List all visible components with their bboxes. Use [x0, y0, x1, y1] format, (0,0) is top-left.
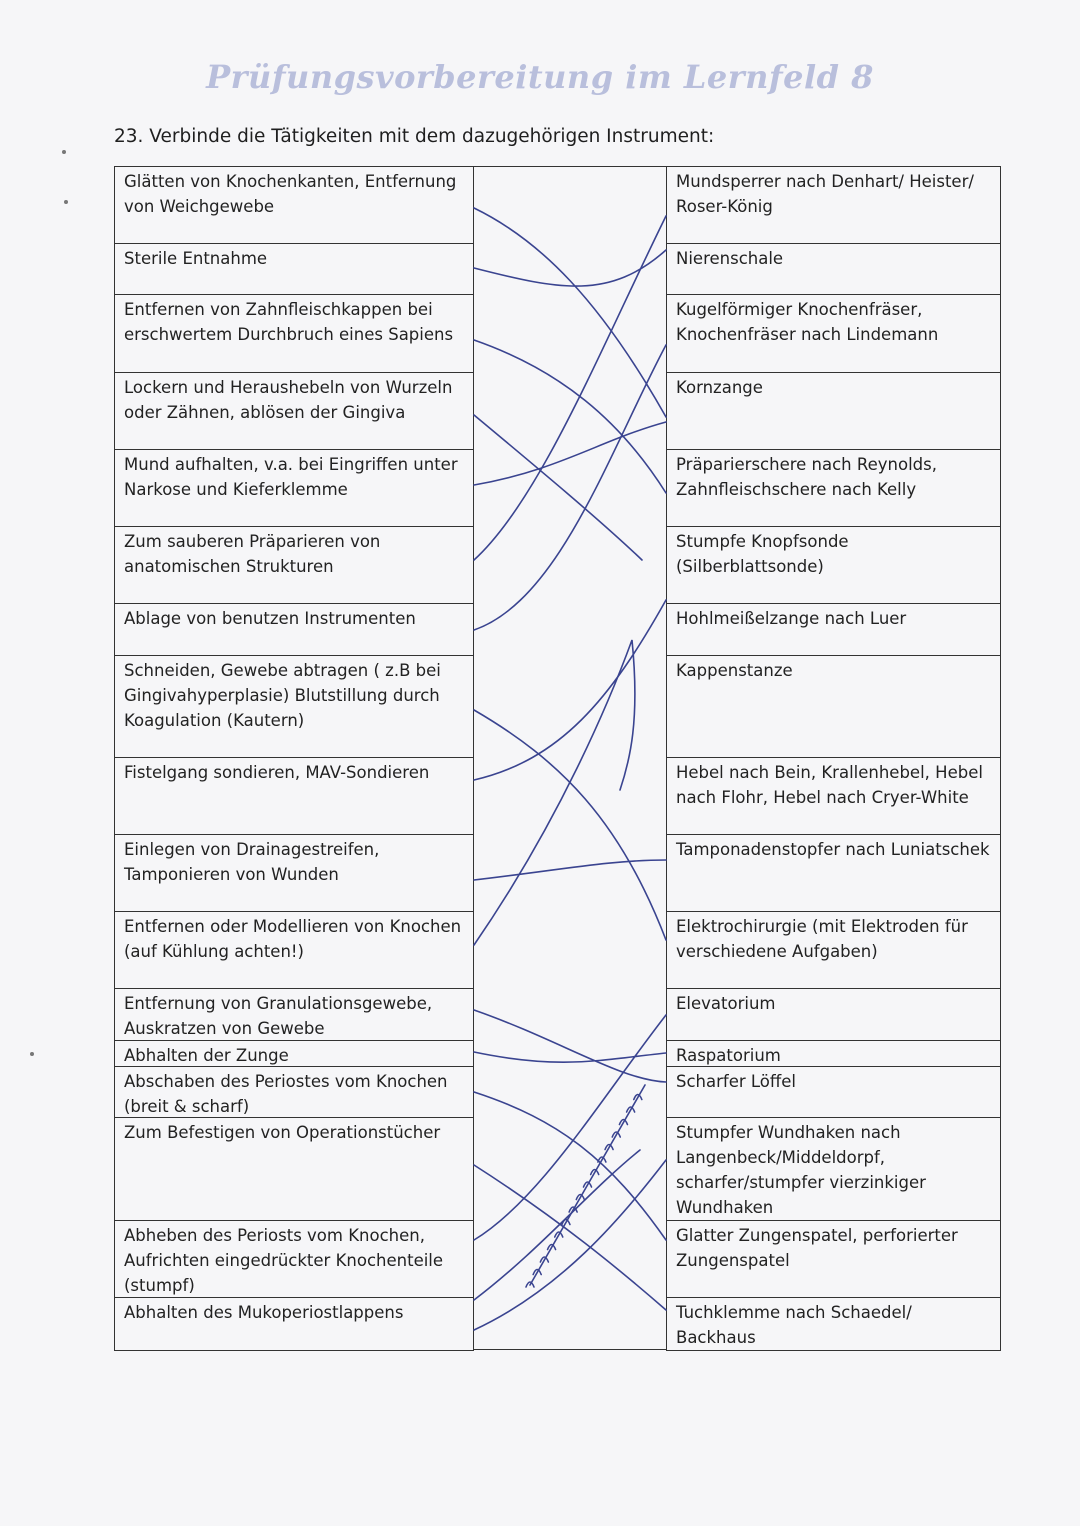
instrument-cell: Raspatorium [666, 1040, 1001, 1067]
instrument-cell: Elevatorium [666, 988, 1001, 1041]
instrument-cell: Glatter Zungenspatel, perforierter Zungenspatel [666, 1220, 1001, 1298]
instrument-cell: Mundsperrer nach Denhart/ Heister/ Roser-König [666, 166, 1001, 244]
instrument-cell: Hebel nach Bein, Krallenhebel, Hebel nach Flohr, Hebel nach Cryer-White [666, 757, 1001, 835]
activity-cell: Schneiden, Gewebe abtragen ( z.B bei Gingivahyperplasie) Blutstillung durch Koagulation (Kautern) [114, 655, 474, 758]
connection-line [474, 600, 666, 780]
activity-cell: Einlegen von Drainagestreifen, Tamponieren von Wunden [114, 834, 474, 912]
connection-line [474, 415, 642, 560]
activity-cell: Abheben des Periosts vom Knochen, Aufrichten eingedrückter Knochenteile (stumpf) [114, 1220, 474, 1298]
instrument-cell: Kugelförmiger Knochenfräser, Knochenfräser nach Lindemann [666, 294, 1001, 373]
instrument-cell: Nierenschale [666, 243, 1001, 295]
activity-cell: Zum sauberen Präparieren von anatomischen Strukturen [114, 526, 474, 604]
activity-cell: Mund aufhalten, v.a. bei Eingriffen unter Narkose und Kieferklemme [114, 449, 474, 527]
activity-cell: Abschaben des Periostes vom Knochen (breit & scharf) [114, 1066, 474, 1118]
activity-cell: Lockern und Heraushebeln von Wurzeln oder Zähnen, ablösen der Gingiva [114, 372, 474, 450]
activity-cell: Sterile Entnahme [114, 243, 474, 295]
connection-line [474, 1015, 666, 1240]
instrument-cell: Tuchklemme nach Schaedel/ Backhaus [666, 1297, 1001, 1351]
instrument-cell: Kornzange [666, 372, 1001, 450]
activity-cell: Fistelgang sondieren, MAV-Sondieren [114, 757, 474, 835]
activity-cell: Abhalten der Zunge [114, 1040, 474, 1067]
activity-cell: Entfernen oder Modellieren von Knochen (auf Kühlung achten!) [114, 911, 474, 989]
question-text: 23. Verbinde die Tätigkeiten mit dem dazugehörigen Instrument: [114, 126, 715, 147]
connection-line [474, 208, 666, 417]
instrument-cell: Kappenstanze [666, 655, 1001, 758]
instrument-cell: Elektrochirurgie (mit Elektroden für verschiedene Aufgaben) [666, 911, 1001, 989]
instrument-cell: Stumpfe Knopfsonde (Silberblattsonde) [666, 526, 1001, 604]
activity-cell: Ablage von benutzen Instrumenten [114, 603, 474, 656]
page-header: Prüfungsvorbereitung im Lernfeld 8 [206, 58, 874, 96]
instrument-cell: Stumpfer Wundhaken nach Langenbeck/Middeldorpf, scharfer/stumpfer vierzinkiger Wundhaken [666, 1117, 1001, 1221]
connection-line [474, 1165, 666, 1310]
activity-cell: Entfernung von Granulationsgewebe, Auskratzen von Gewebe [114, 988, 474, 1041]
activity-cell: Zum Befestigen von Operationstücher [114, 1117, 474, 1221]
activity-cell: Glätten von Knochenkanten, Entfernung von Weichgewebe [114, 166, 474, 244]
instrument-cell: Scharfer Löffel [666, 1066, 1001, 1118]
crossed-out-line [530, 1085, 645, 1285]
connection-line [474, 1160, 666, 1330]
instrument-cell: Hohlmeißelzange nach Luer [666, 603, 1001, 656]
instrument-cell: Tamponadenstopfer nach Luniatschek [666, 834, 1001, 912]
activity-cell: Entfernen von Zahnfleischkappen bei erschwertem Durchbruch eines Sapiens [114, 294, 474, 373]
connection-line [474, 1010, 666, 1082]
activity-cell: Abhalten des Mukoperiostlappens [114, 1297, 474, 1351]
connection-line [474, 345, 666, 630]
instrument-cell: Präparierschere nach Reynolds, Zahnfleischschere nach Kelly [666, 449, 1001, 527]
connection-line [474, 710, 666, 940]
